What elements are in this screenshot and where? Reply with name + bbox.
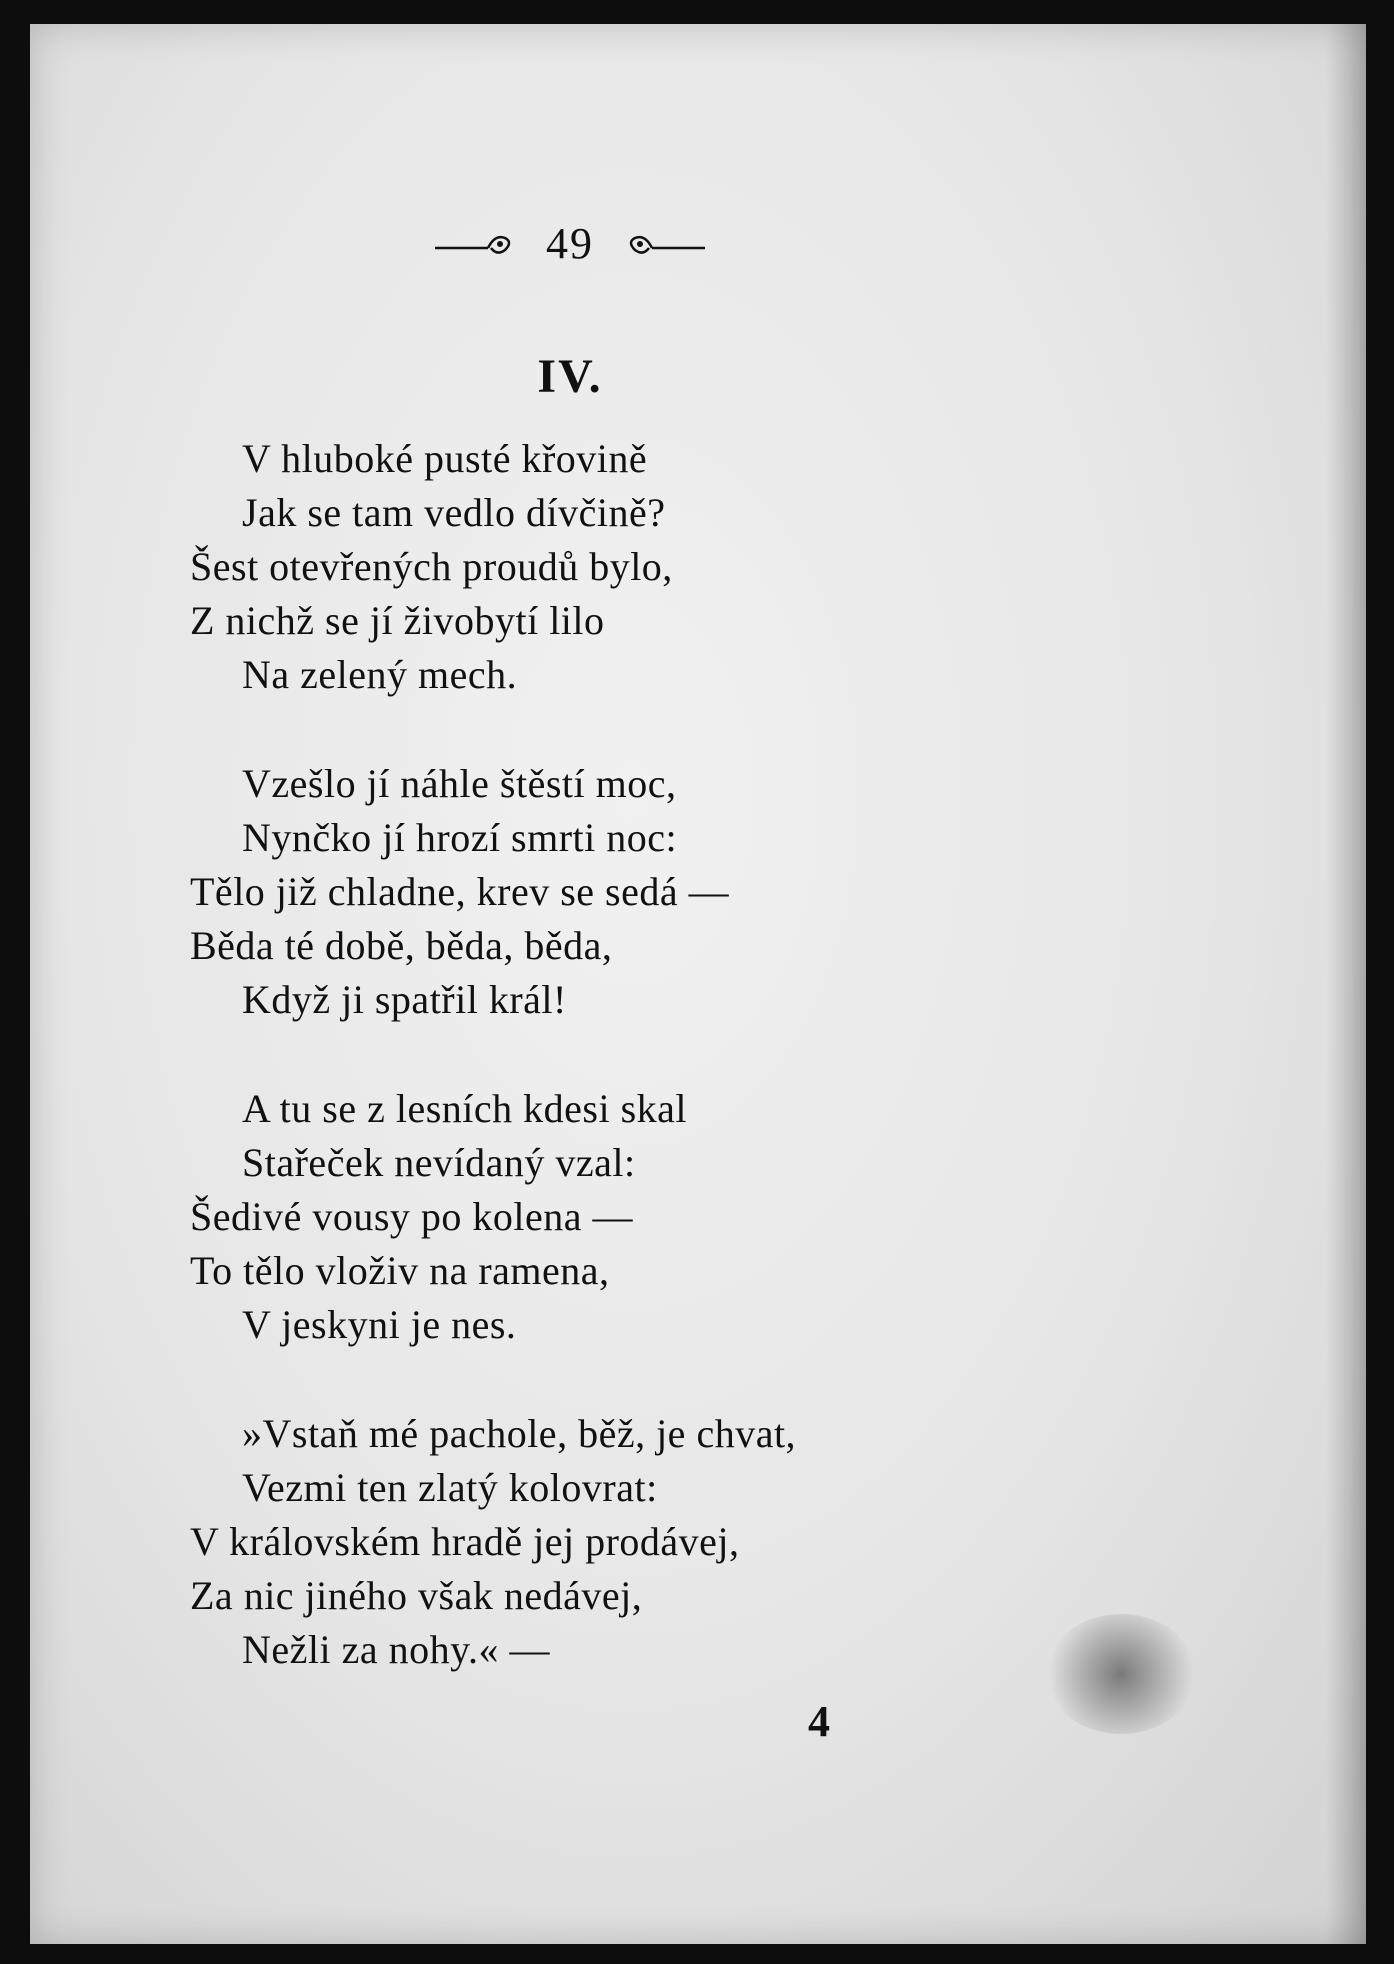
stanza [190,1407,1090,1677]
poem-line: Šedivé vousy po kolena — [190,1194,634,1239]
poem-line: Za nic jiného však nedávej, [190,1573,643,1618]
poem-line: Když ji spatřil král! [242,977,567,1022]
poem-line: Stařeček nevídaný vzal: [242,1140,636,1185]
poem-line: Na zelený mech. [242,652,518,697]
section-heading: IV. [537,350,603,403]
page-number: 49 [546,219,594,269]
poem-line: »Vstaň mé pachole, běž, je chvat, [242,1411,797,1456]
ornament-right-icon [627,218,707,269]
book-page [30,24,1366,1944]
ornament-left-icon [433,218,513,269]
poem-line: V hluboké pusté křovině [242,436,648,481]
stanza [190,1082,1090,1352]
poem-line: Vzešlo jí náhle štěstí moc, [242,761,677,806]
poem-line: Šest otevřených proudů bylo, [190,544,673,589]
poem-line: Tělo již chladne, krev se sedá — [190,869,730,914]
page-edge-shadow [1326,24,1366,1944]
signature-mark: 4 [808,1697,830,1746]
stanza [190,757,1090,1027]
poem-line: Nynčko jí hrozí smrti noc: [242,815,678,860]
poem-line: V jeskyni je nes. [242,1302,517,1347]
poem-line: Z nichž se jí živobytí lilo [190,598,605,643]
poem-line: Vezmi ten zlatý kolovrat: [242,1465,658,1510]
stanza [190,432,1090,702]
poem-line: Nežli za nohy.« — [242,1627,551,1672]
page-header [30,214,1110,269]
poem-line: Běda té době, běda, běda, [190,923,613,968]
poem-body [190,432,1090,1732]
poem-line: To tělo vloživ na ramena, [190,1248,610,1293]
poem-line: Jak se tam vedlo dívčině? [242,490,666,535]
poem-line: V královském hradě jej prodávej, [190,1519,740,1564]
poem-line: A tu se z lesních kdesi skal [242,1086,688,1131]
